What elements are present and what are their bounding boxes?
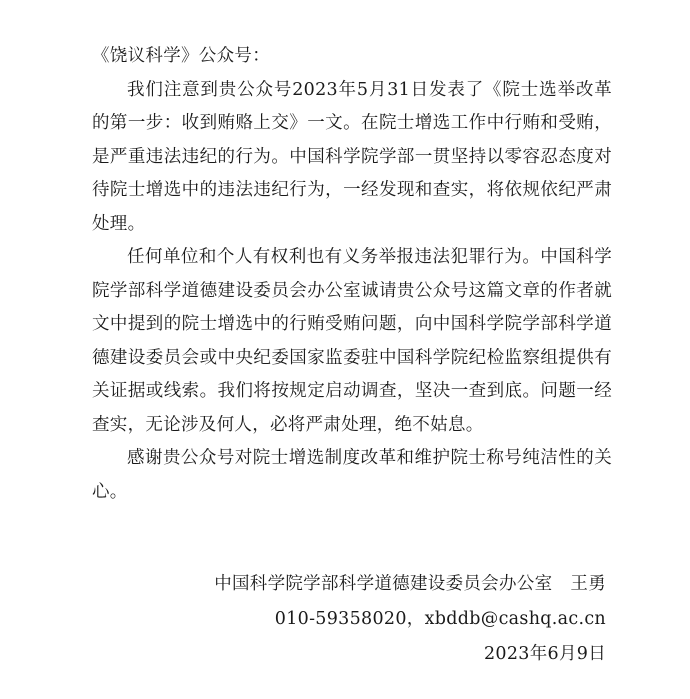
contact-email: xbddb@cashq.ac.cn bbox=[424, 609, 606, 629]
letter-body bbox=[92, 40, 612, 509]
sender-organization: 中国科学院学部科学道德建设委员会办公室 bbox=[214, 574, 553, 594]
paragraph-2: 任何单位和个人有权利也有义务举报违法犯罪行为。中国科学院学部科学道德建设委员会办公室诚请贵公众号这篇文章的作者就文中提到的院士增选中的行贿受贿问题，向中国科学院学部科学道德建设委员会或中央纪委国家监委驻中国科学院纪检监察组提供有关证据或线索。我们将按规定启动调查，坚决一查到底。问题一经查实，无论涉及何人，必将严肃处理，绝不姑息。 bbox=[92, 247, 612, 435]
sender-name: 王勇 bbox=[570, 574, 606, 594]
signature-line bbox=[214, 567, 606, 602]
letter-date: 2023年6月9日 bbox=[483, 644, 606, 664]
paragraph-3: 感谢贵公众号对院士增选制度改革和维护院士称号纯洁性的关心。 bbox=[92, 448, 612, 502]
contact-phone: 010-59358020， bbox=[274, 609, 425, 629]
salutation: 《饶议科学》公众号： bbox=[92, 46, 270, 66]
paragraph-1: 我们注意到贵公众号2023年5月31日发表了《院士选举改革的第一步：收到贿赂上交》一文。在院士增选工作中行贿和受贿，是严重违法违纪的行为。中国科学院学部一贯坚持以零容忍态度对待院士增选中的违法违纪行为，一经发现和查实，将依规依纪严肃处理。 bbox=[92, 79, 612, 234]
contact-line bbox=[214, 602, 606, 637]
signature-block bbox=[214, 567, 606, 672]
